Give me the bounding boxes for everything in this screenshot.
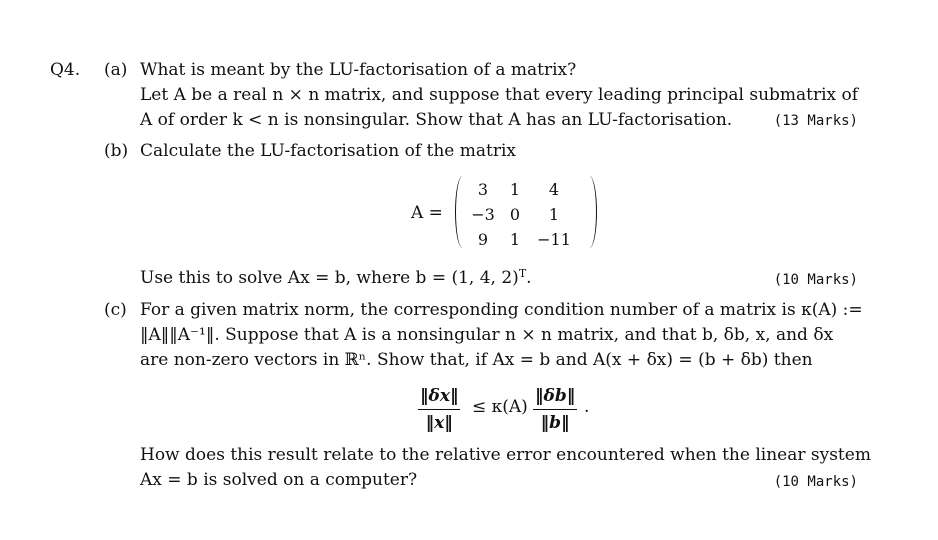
matrix-cell: 1 [509,230,521,249]
part-c-line-1: For a given matrix norm, the corresponding condition number of a matrix is κ(A) := [140,300,863,320]
part-c-line-2: ‖A‖‖A⁻¹‖. Suppose that A is a nonsingular n × n matrix, and that b, δb, x, and δx [140,325,834,345]
part-b-line-1: Calculate the LU-factorisation of the matrix [140,141,517,161]
question-number: Q4. [50,60,81,80]
part-b-line-2-end: . [526,268,532,288]
part-c-marks: (10 Marks) [773,474,858,490]
matrix-cell: −3 [471,205,495,224]
ineq-lhs-fraction [418,386,460,433]
ineq-lhs-denominator: ‖x‖ [425,413,453,433]
part-b-line-2 [140,267,532,288]
matrix-cell: 1 [548,205,560,224]
ineq-rhs-fraction [533,386,577,433]
matrix-cell: −11 [537,230,571,249]
ineq-middle: ≤ κ(A) [472,397,528,417]
part-b-marks: (10 Marks) [773,272,858,288]
matrix-lhs: A = [411,203,443,223]
ineq-end: . [584,397,590,417]
part-a-label: (a) [104,60,128,80]
part-a-line-1: What is meant by the LU-factorisation of a matrix? [140,60,577,80]
right-paren [582,176,597,248]
part-a-marks: (13 Marks) [773,113,858,129]
part-a-line-2: Let A be a real n × n matrix, and suppose that every leading principal submatrix of [140,85,859,105]
ineq-rhs-denominator: ‖b‖ [540,413,570,433]
part-a-line-3: A of order k < n is nonsingular. Show that A has an LU-factorisation. [140,110,733,130]
part-b-label: (b) [104,141,129,161]
ineq-lhs-numerator: ‖δx‖ [418,386,460,410]
part-b-line-2-text: Use this to solve Ax = b, where b = (1, 4, 2) [140,268,519,288]
part-c-label: (c) [104,300,127,320]
matrix-cell: 9 [477,230,489,249]
matrix-cell: 3 [477,180,489,199]
transpose-sup: T [518,267,527,280]
matrix-cell: 1 [509,180,521,199]
matrix-a [455,176,597,250]
part-c-line-3: are non-zero vectors in ℝⁿ. Show that, if Ax = b and A(x + δx) = (b + δb) then [140,350,813,370]
matrix-cell: 0 [509,205,521,224]
part-c-line-4: How does this result relate to the relative error encountered when the linear system [140,445,871,465]
matrix-cell: 4 [548,180,560,199]
part-c-line-5: Ax = b is solved on a computer? [140,470,418,490]
ineq-rhs-numerator: ‖δb‖ [533,386,577,410]
